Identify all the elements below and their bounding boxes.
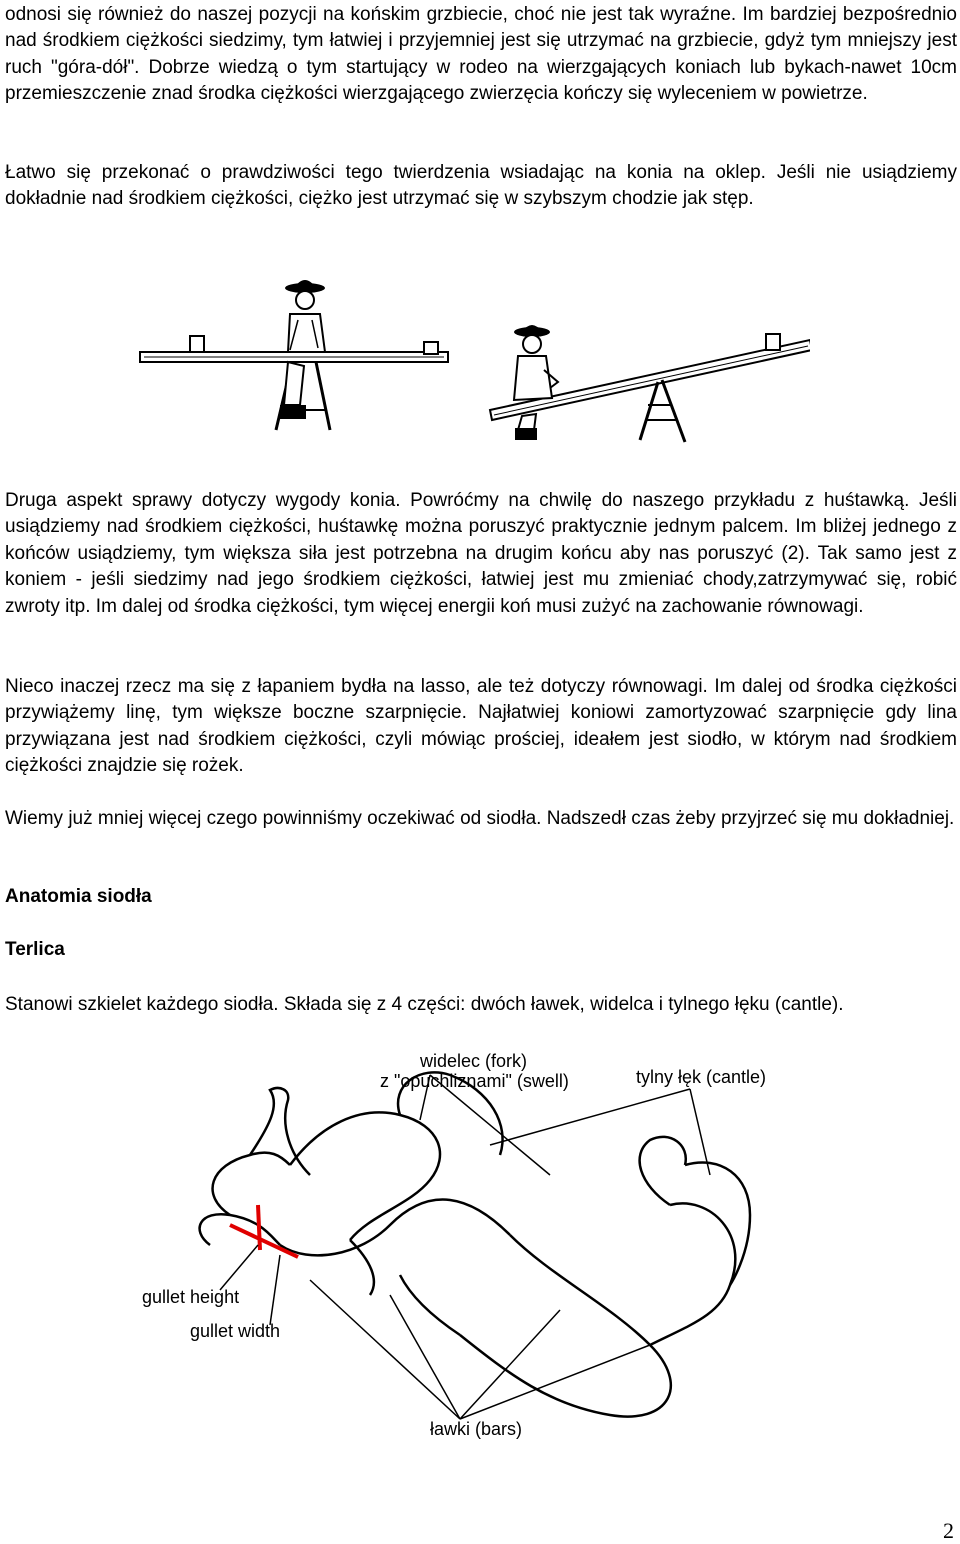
label-gullet-height: gullet height — [142, 1287, 240, 1307]
paragraph-balance-position: odnosi się również do naszej pozycji na końskim grzbiecie, choć nie jest tak wyraźne. Im bardziej bezpośrednio nad środkiem ciężkości siedzimy, tym łatwiej i przyjemniej jest się utrzymać na grzbiecie, gdyż tym mniejszy jest ruch "góra-dół". Dobrze wiedzą o tym startujący w rodeo na wierzgających koniach lub bykach-nawet 10cm przemieszczenie znad środka ciężkości wierzgającego zwierzęcia kończy się wyleceniem w powietrze. — [5, 4, 957, 105]
label-gullet-width: gullet width — [190, 1321, 281, 1341]
seesaw-illustration — [130, 270, 810, 455]
label-cantle: tylny łęk (cantle) — [636, 1067, 767, 1087]
heading-saddle-anatomy: Anatomia siodła — [5, 886, 152, 907]
paragraph-horse-comfort: Druga aspekt sprawy dotyczy wygody konia. Powróćmy na chwilę do naszego przykładu z huśtawką. Jeśli usiądziemy nad środkiem ciężkości, huśtawkę można poruszyć praktycznie jednym palcem. Im bliżej jednego z końców usiądziemy, tym większa siła jest potrzebna na drugim końcu aby nas poruszyć (2). Tak samo jest z koniem - jeśli siedzimy nad jego środkiem ciężkości, łatwiej jest mu zmieniać chody,zatrzymywać się, robić zwroty itp. Im dalej od środka ciężkości, tym więcej energii koń musi zużyć na zachowanie równowagi. — [5, 490, 957, 617]
leader-lines — [220, 1075, 710, 1419]
balanced-seesaw — [140, 280, 448, 430]
tilted-seesaw — [490, 325, 810, 442]
paragraph-bareback: Łatwo się przekonać o prawdziwości tego twierdzenia wsiadając na konia na oklep. Jeśli nie usiądziemy dokładnie nad środkiem ciężkości, ciężko jest utrzymać się w szybszym chodzie jak stęp. — [5, 162, 957, 210]
saddle-tree-front — [200, 1072, 750, 1416]
paragraph-tree-description: Stanowi szkielet każdego siodła. Składa się z 4 części: dwóch ławek, widelca i tylnego łęku (cantle). — [5, 994, 844, 1015]
page-number: 2 — [943, 1518, 954, 1543]
label-swell: z "opuchliznami" (swell) — [380, 1071, 569, 1091]
saddle-tree-diagram — [130, 1045, 830, 1445]
paragraph-saddle-intro: Wiemy już mniej więcej czego powinniśmy oczekiwać od siodła. Nadszedł czas żeby przyjrzeć się mu dokładniej. — [5, 808, 955, 829]
label-bars: ławki (bars) — [430, 1419, 523, 1439]
heading-tree: Terlica — [5, 939, 65, 960]
paragraph-lasso: Nieco inaczej rzecz ma się z łapaniem bydła na lasso, ale też dotyczy równowagi. Im dalej od środka ciężkości przywiążemy linę, tym większe boczne szarpnięcie. Najłatwiej koniowi zamortyzować szarpnięcie gdy lina przywiązana jest nad środkiem ciężkości, czyli mówiąc prościej, ideałem jest siodło, w którym nad środkiem ciężkości znajdzie się rożek. — [5, 676, 957, 777]
label-fork: widelec (fork) — [420, 1051, 528, 1071]
